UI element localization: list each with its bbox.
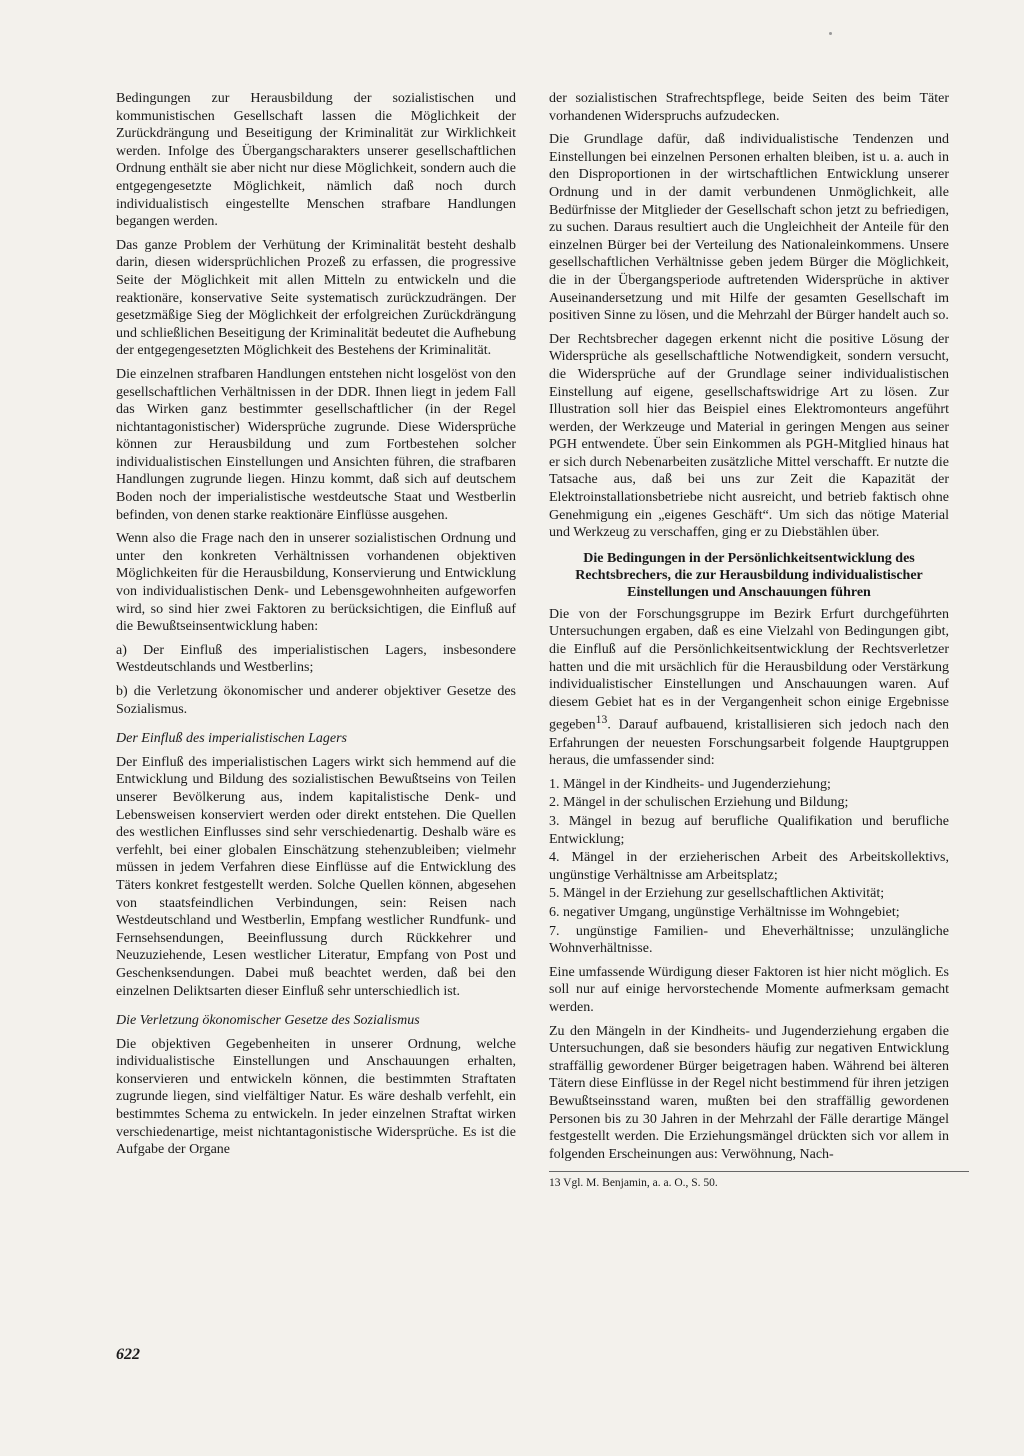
paragraph: Bedingungen zur Herausbildung der sozialistischen und kommunistischen Gesellschaft lassen die Möglichkeit der Zurückdrängung und Beseitigung der Kriminalität zur Wirklichkeit werden. Infolge des Übergangscharakters unserer gesellschaftlichen Ordnung enthält sie aber nicht nur diese Möglichkeit, sondern auch die entgegengesetzte Möglichkeit, nämlich daß noch durch individualistisch eingestellte Menschen strafbare Handlungen begangen werden. bbox=[116, 91, 516, 230]
paper-speck bbox=[829, 32, 832, 35]
paragraph bbox=[549, 606, 949, 770]
list-item: 6. negativer Umgang, ungünstige Verhältnisse im Wohngebiet; bbox=[549, 905, 900, 920]
paragraph: Das ganze Problem der Verhütung der Kriminalität besteht deshalb darin, diesen widersprüchlichen Prozeß zu erfassen, die progressive Seite der Möglichkeit mit allen Mitteln zu entwickeln und die reaktionäre, konservative Seite systematisch zurückzudrängen. Der gesetzmäßige Sieg der Möglichkeit der erfolgreichen Zurückdrängung und schließlichen Beseitigung der Kriminalität bedeutet die Aufhebung der entgegengesetzten Möglichkeit des Bestehens der Kriminalität. bbox=[116, 237, 516, 359]
section-heading-imperialist-influence: Der Einfluß des imperialistischen Lagers bbox=[116, 731, 347, 747]
paragraph: Die einzelnen strafbaren Handlungen entstehen nicht losgelöst von den gesellschaftlichen Verhältnissen in der DDR. Ihnen liegt in jedem Fall das Wirken ganz bestimmter gesellschaftlicher (in der Regel nichtantagonistischer) Widersprüche zugrunde. Diese Widersprüche können zur Herausbildung und zum Fortbestehen solcher individualistischen Einstellungen und Ansichten führen, die strafbaren Handlungen zugrunde liegen. Hinzu kommt, daß sich auf deutschem Boden noch der imperialistische westdeutsche Staat und Westberlin befinden, von denen starke reaktionäre Einflüsse ausgehen. bbox=[116, 366, 516, 523]
list-item: 7. ungünstige Familien- und Eheverhältnisse; unzulängliche Wohnverhältnisse. bbox=[549, 923, 949, 957]
page-number: 622 bbox=[116, 1346, 140, 1363]
footnote-divider bbox=[549, 1171, 969, 1172]
list-item: 3. Mängel in bezug auf berufliche Qualifikation und berufliche Entwicklung; bbox=[549, 814, 949, 847]
paragraph: Der Einfluß des imperialistischen Lagers wirkt sich hemmend auf die Entwicklung und Bildung des sozialistischen Bewußtseins von Teilen unserer Bevölkerung aus, indem kapitalistische Denk- und Lebensweisen konserviert werden oder direkt entstehen. Die Quellen des westlichen Einflusses sind sehr verschiedenartig. Deshalb wäre es verfehlt, bei einer globalen Einschätzung stehenzubleiben; vielmehr müssen in jedem Verfahren diese Einflüsse auf die Entwicklung des Täters konkret festgestellt werden. Solche Quellen können, abgesehen von staatsfeindlichen Verbindungen, sein: Reisen nach Westdeutschland und Westberlin, Empfang westlicher Rundfunk- und Fernsehsendungen, Beeinflussung durch Rückkehrer und Neuzuziehende, Lesen westlicher Literatur, Empfang von Post und Geschenksendungen. Dabei muß beachtet werden, daß bei den einzelnen Deliktsarten dieser Einfluß sehr unterschiedlich ist. bbox=[116, 754, 516, 999]
list-item: 1. Mängel in der Kindheits- und Jugenderziehung; bbox=[549, 776, 831, 792]
paragraph: Wenn also die Frage nach den in unserer sozialistischen Ordnung und unter den konkreten Verhältnissen vorhandenen objektiven Möglichkeiten für die Herausbildung, Konservierung und Entwicklung von individualistischen Denk- und Lebensgewohnheiten aufgeworfen wird, so sind hier zwei Faktoren zu berücksichtigen, die Einfluß auf die Bewußtseinsentwicklung haben: bbox=[116, 531, 516, 635]
list-item: 2. Mängel in der schulischen Erziehung und Bildung; bbox=[549, 795, 849, 811]
paragraph-text: . Darauf aufbauend, kristallisieren sich jedoch nach den Erfahrungen der neuesten Forschungsarbeit folgende Hauptgruppen heraus, die umfassender sind: bbox=[549, 718, 949, 769]
list-item: 4. Mängel in der erzieherischen Arbeit des Arbeitskollektivs, ungünstige Verhältnisse am Arbeitsplatz; bbox=[549, 850, 949, 883]
list-item: 5. Mängel in der Erziehung zur gesellschaftlichen Aktivität; bbox=[549, 886, 885, 902]
paragraph: der sozialistischen Strafrechtspflege, beide Seiten des beim Täter vorhandenen Widerspruchs aufzudecken. bbox=[549, 91, 949, 124]
paragraph: Der Rechtsbrecher dagegen erkennt nicht die positive Lösung der Widersprüche als gesellschaftliche Notwendigkeit, sondern versucht, die Widersprüche auf der Grundlage seiner individualistischen Einstellung auf eigene, gesellschaftswidrige Art zu lösen. Zur Illustration soll hier das Beispiel eines Elektromonteurs angeführt werden, der Werkzeuge und Material in geringen Mengen aus seiner PGH entwendete. Über sein Einkommen als PGH-Mitglied hinaus hat er sich durch Nebenarbeiten zusätzliche Mittel verschafft. Er nutzte die Tatsache aus, daß bei uns zur Zeit die Kapazität der Elektroinstallationsbetriebe nicht ausreicht, und betrieb faktisch ohne Genehmigung ein „eigenes Geschäft“. Um sich das nötige Material und Werkzeug zu verschaffen, ging er zu Diebstählen über. bbox=[549, 331, 949, 541]
numbered-list bbox=[549, 776, 949, 958]
right-column bbox=[549, 90, 949, 1196]
footnote-reference: 13 bbox=[595, 713, 608, 727]
paragraph-text: Die von der Forschungsgruppe im Bezirk Erfurt durchgeführten Untersuchungen ergaben, daß es eine Vielzahl von Bedingungen gibt, die Einfluß auf die Persönlichkeitsentwicklung der Rechtsverletzer hatten und die mit ursächlich für die Herausbildung oder Verstärkung individualistischer Einstellungen und Anschauungen waren. Auf diesem Gebiet hat es in der Vergangenheit schon einige Ergebnisse gegeben bbox=[549, 606, 949, 734]
section-heading-economic-laws: Die Verletzung ökonomischer Gesetze des Sozialismus bbox=[116, 1013, 420, 1029]
paragraph: Zu den Mängeln in der Kindheits- und Jugenderziehung ergaben die Untersuchungen, daß sie besonders häufig zur negativen Entwicklung straffällig gewordener Bürger beigetragen haben. Während bei älteren Tätern diese Einflüsse in der Regel nicht bestimmend für ihren jetzigen Bewußtseinsstand waren, mußten bei den straffällig gewordenen Personen bis zu 30 Jahren in der Mehrzahl der Fälle derartige Mängel festgestellt werden. Die Erziehungsmängel drückten sich vor allem in folgenden Erscheinungen aus: Verwöhnung, Nach- bbox=[549, 1023, 949, 1162]
paragraph: Die Grundlage dafür, daß individualistische Tendenzen und Einstellungen bei einzelnen Personen erhalten bleiben, ist u. a. auch in den Disproportionen in der wirtschaftlichen Entwicklung unserer Ordnung und in der damit verbundenen Unmöglichkeit, alle Bedürfnisse der Mitglieder der Gesellschaft schon jetzt zu befriedigen, zu suchen. Daraus resultiert auch die Ungleichheit der Anteile für den einzelnen Bürger bei der Verteilung des Nationaleinkommens. Unsere gesellschaftlichen Verhältnisse geben jedem Bürger die Möglichkeit, die in der Übergangsperiode auftretenden Widersprüche in aktiver Auseinandersetzung und mit Hilfe der gesamten Gesellschaft im positiven Sinne zu lösen, und die Mehrzahl der Bürger handelt auch so. bbox=[549, 132, 949, 324]
left-column bbox=[116, 90, 516, 1165]
list-item-a: a) Der Einfluß des imperialistischen Lagers, insbesondere Westdeutschlands und Westberlins; bbox=[116, 642, 516, 676]
paragraph: Eine umfassende Würdigung dieser Faktoren ist hier nicht möglich. Es soll nur auf einige hervorstechende Momente aufmerksam gemacht werden. bbox=[549, 964, 949, 1015]
footnote: 13 Vgl. M. Benjamin, a. a. O., S. 50. bbox=[549, 1177, 718, 1190]
section-heading-personality-development: Die Bedingungen in der Persönlichkeitsentwicklung des Rechtsbrechers, die zur Herausbildung individualistischer Einstellungen und Anschauungen führen bbox=[575, 550, 923, 600]
paragraph: Die objektiven Gegebenheiten in unserer Ordnung, welche individualistische Einstellungen und Anschauungen erhalten, konservieren und entwickeln können, die bestimmten Straftaten zugrunde liegen, sind vielfältiger Natur. Es wäre deshalb verfehlt, ein bestimmtes Schema zu entwickeln. In jeder einzelnen Straftat wirken verschiedenartige, meist nichtantagonistische Widersprüche. Es ist die Aufgabe der Organe bbox=[116, 1036, 516, 1158]
list-item-b: b) die Verletzung ökonomischer und anderer objektiver Gesetze des Sozialismus. bbox=[116, 684, 516, 717]
